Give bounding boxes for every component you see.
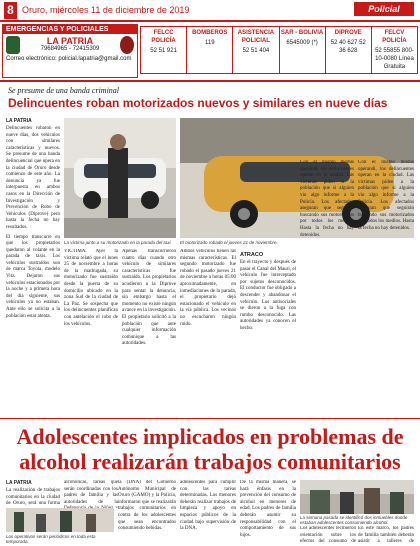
article1-title: Delincuentes roban motorizados nuevos y similares en nueve días (8, 96, 388, 110)
article1-paragraph: Apenas transcurrieron cuatro días cuando otro vehículo de similares características fue sustraído. Los propietarios acudieron a la Diprove para sentar la denuncia, sin embargo hasta el momento no existe ningún avance en la investigación. El propietario solicitó a la población que ante cualquier información comunique a las autoridades. (122, 249, 176, 347)
contact-name: SAR - BOLIVIA (280, 30, 324, 36)
article1-paragraph: Con el mismo modus operandi, los delincuentes operan en la ciudad. Las víctimas piden a la población que si alguien vio algo informe a la Policía. Los afectados aseguran que seguirán buscando sus motorizados por todos los medios. Hasta la fecha no hay detenidos. (358, 160, 414, 231)
article2-caption-1: Los operativos serán periódicos en toda esta temporada. (6, 534, 96, 544)
article2-caption-2: La semana pasada se identificó dos inmuebles donde estaban adolescentes consumiendo alcohol. (300, 515, 408, 525)
page-header (0, 0, 420, 22)
article2-paragraph: En este marco, los padres de familia también deberán asistir a talleres de (358, 526, 414, 544)
contact-number: 52 51 921 (150, 48, 177, 54)
article2-column-2 (64, 480, 118, 508)
police-badge-icon (6, 36, 20, 54)
article2-column-3 (118, 480, 176, 542)
article1-column-4 (180, 249, 236, 416)
contact-diprove (326, 27, 372, 73)
article1-caption-2: El motorizado robado el jueves 21 de noviembre. (180, 240, 278, 245)
article2-photo-1 (6, 508, 114, 532)
contact-number: 119 (204, 40, 215, 46)
contact-felcv (372, 27, 417, 73)
contact-number: 52 40 627 52 36 628 (330, 40, 366, 54)
article2-column-4 (180, 480, 236, 542)
newspaper-email: Correo electrónico: policial.lapatria@gmail.com (6, 56, 132, 62)
contact-name: DIPROVE (334, 30, 362, 36)
article2-column-1 (6, 480, 60, 508)
article2-column-6 (300, 526, 356, 544)
article1-byline: LA PATRIA (6, 118, 32, 124)
article1-column-6 (300, 160, 354, 416)
article1-column-3 (122, 249, 176, 416)
article1-paragraph: El tiempo transcurre en que los propietarios quedaron al volante en la parada de taxis. Los vehículos sustraídos son de marca Toyota, modelo Vitz. Dejaron sus vehículos estacionados por la noche y a primera hora del día siguiente, sus vehículos ya no estaban. Ante ello se solicita a la población estar atenta. (6, 234, 60, 319)
section-divider (0, 80, 420, 82)
section-brand: Policial (354, 2, 414, 16)
article1-paragraph: Con el mismo modus operandi, los delincuentes operan en la ciudad. Las víctimas piden a la población que si alguien vio algo informe a la Policía. Los afectados aseguran que seguirán buscando sus motorizados por todos los medios. Hasta la fecha no hay detenidos. (300, 160, 354, 238)
article1-photo-1 (64, 118, 176, 238)
article1-paragraph: En el trayecto y después de pasar el Canal del Mauri, el vehículo fue interceptado por sujetos desconocidos. El conductor fue obligado a descender y abandonar el vehículo. Los antisociales se dieron a la fuga con rumbo desconocido. Las autoridades ya conocen el hecho. (240, 260, 296, 331)
article1-caption-1: La víctima junto a su motorizado en la parada del taxi. (64, 240, 172, 245)
article2-paragraph: adolescentes para cumplir con las tareas determinadas. Los menores deberán realizar trabajos de limpieza y apoyo en espacios públicos de la ciudad bajo supervisión de la DNA. (180, 480, 236, 532)
article1-column-5 (240, 249, 296, 416)
article1-paragraph: Delincuentes robaron en nueve días, dos vehículos con similares características y nuevos. Se presume de una banda delincuencial que opera en la ciudad de Oruro desde comienzo de este año. La denuncia ya fue interpuesta en ambos casos en la Dirección de Investigación y Prevención de Robo de Vehículos (Diprove) pero hasta la fecha no hay resultados. (6, 126, 60, 230)
article2-column-7 (358, 526, 414, 544)
newspaper-phones: 79684965 - 72415309 (40, 46, 100, 52)
page-number: 8 (4, 2, 17, 19)
article2-title: Adolescentes implicados en problemas de alcohol realizarán trabajos comunitarios (16, 424, 404, 474)
contact-name: FELCC POLICÍA (151, 30, 176, 44)
contact-number: 52 51 404 (242, 48, 270, 54)
contact-name: FELCV POLICÍA (382, 30, 407, 44)
article1-paragraph: Ambos vehículos tienen las mismas características. El segundo motorizado fue robado el pasado jueves 21 de noviembre a horas 05:00 aproximadamente, en inmediaciones de la parada, el propietario dejó estacionado el vehículo en la vía pública. Los vecinos no escucharon ningún ruido. (180, 249, 236, 327)
article2-column-5 (240, 480, 296, 542)
article2-paragraph: alcohólicas, tareas que serán coordinadas con los padres de familia y las autoridades de la (64, 480, 118, 505)
contact-name: ASISTENCIA POLICIAL (237, 30, 275, 44)
article1-column-7 (358, 160, 414, 416)
article1-column-1 (6, 118, 60, 416)
contact-felcc (141, 27, 187, 73)
article1-pretitle: Se presume de una banda criminal (8, 86, 120, 95)
article1-subhead: ATRACO (240, 252, 264, 258)
article-divider (0, 418, 420, 419)
article2-paragraph: Los adolescentes recibieron orientación sobre los efectos del consumo de (300, 526, 356, 544)
newspaper-name: LA PATRIA (46, 36, 94, 46)
article2-paragraph: La realización de trabajos comunitarios en la ciudad de Oruro, será una forma (6, 488, 60, 507)
contact-asistencia (233, 27, 279, 73)
article2-photo-2 (300, 480, 414, 514)
article1-paragraph: VÍCTIMA. Ayer la víctima relató que el lunes 25 de noviembre a horas de la madrugada, su motorizado fue sustraído desde la puerta de su domicilio ubicado en la zona Sud de la ciudad de La Paz. Se sospecha que los delincuentes planifican con antelación el robo de los vehículos. (64, 249, 118, 327)
police-shield-icon (120, 36, 134, 54)
article2-byline: LA PATRIA (6, 480, 32, 486)
contacts-strip (140, 26, 418, 74)
article2-paragraph: la (DNA) del Gobierno Autónomo Municipal de Oruro (GAMO) y la Policía, informaron que se realizarán trabajos comunitarios en contra de los adolescentes que sean encontrados consumiendo bebidas. (118, 480, 176, 532)
emergency-box (2, 24, 138, 78)
emergency-title: EMERGENCIAS Y POLICIALES (3, 25, 137, 34)
contact-sar (280, 27, 326, 73)
contact-name: BOMBEROS (192, 30, 228, 36)
article2-paragraph: De la misma manera, se hará énfasis en la prevención del consumo de alcohol en menores de edad. Los padres de familia deberán asumir su responsabilidad con el comportamiento de sus hijos. (240, 480, 296, 538)
contact-number: 52 55855 800-10-0080 Línea Gratuita (375, 48, 414, 70)
contact-bomberos (187, 27, 233, 73)
article1-column-2 (64, 249, 118, 416)
contact-number: 6545009 (*) (286, 40, 318, 46)
property-photo (300, 480, 414, 514)
operation-photo (6, 508, 114, 532)
car-owner-photo (64, 118, 176, 238)
issue-date: Oruro, miércoles 11 de diciembre de 2019 (22, 5, 190, 15)
